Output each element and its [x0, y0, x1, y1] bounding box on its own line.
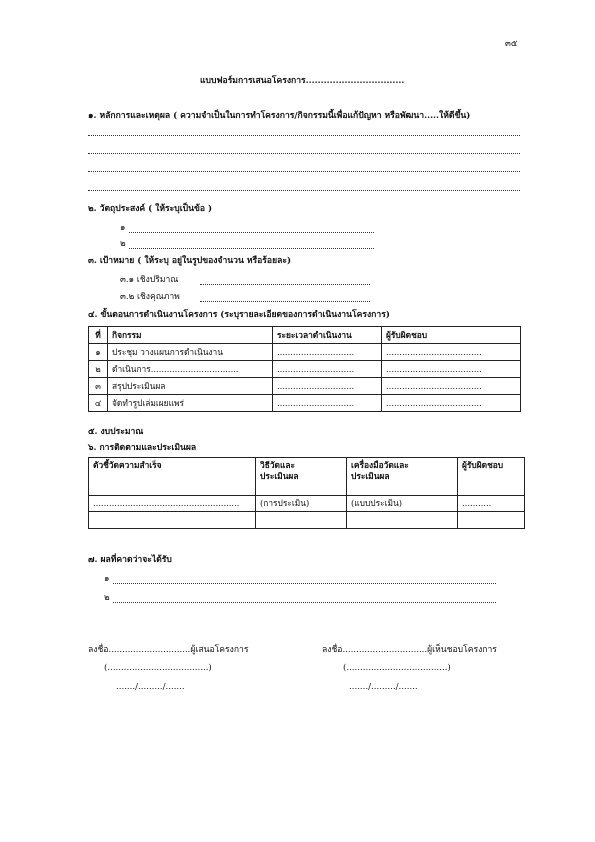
tool-cell[interactable] — [347, 512, 458, 529]
section-2-heading: ๒. วัตถุประสงค์ ( ให้ระบุเป็นข้อ ) — [88, 204, 213, 214]
table-row — [89, 378, 521, 395]
fill-line[interactable] — [88, 171, 520, 172]
table-row — [89, 361, 521, 378]
section-4-heading: ๔. ขั้นตอนการดำเนินงานโครงการ (ระบุรายละเอียดของการดำเนินงานโครงการ) — [88, 310, 390, 320]
result-field-2[interactable] — [113, 602, 496, 603]
owner-cell[interactable] — [458, 512, 525, 529]
table-header: ตัวชี้วัดความสำเร็จ — [89, 458, 256, 496]
objective-item-no: ๑ — [120, 223, 126, 233]
owner-cell[interactable]: .................................... — [382, 344, 521, 361]
approver-name[interactable]: (.....................................) — [343, 663, 451, 673]
fill-line[interactable] — [88, 153, 520, 154]
section-5-heading: ๕. งบประมาณ — [88, 427, 144, 437]
result-item-no: ๑ — [104, 574, 110, 584]
table-header: ผู้รับผิดชอบ — [382, 327, 521, 344]
section-6-heading: ๖. การติดตามและประเมินผล — [88, 443, 197, 453]
objective-item-no: ๒ — [120, 239, 126, 249]
owner-cell[interactable]: .................................... — [382, 395, 521, 412]
procedure-table — [88, 326, 521, 412]
row-number: ๑ — [89, 344, 108, 361]
activity-cell[interactable]: จัดทำรูปเล่มเผยแพร่ — [108, 395, 273, 412]
table-row — [89, 395, 521, 412]
target-quality-label: ๓.๒ เชิงคุณภาพ — [120, 292, 180, 302]
period-cell[interactable]: ............................. — [273, 361, 382, 378]
owner-cell[interactable]: .................................... — [382, 378, 521, 395]
table-header: เครื่องมือวัดและ ประเมินผล — [347, 458, 458, 496]
table-header: วิธีวัดและ ประเมินผล — [256, 458, 347, 496]
target-quality-field[interactable] — [200, 301, 370, 302]
target-quantity-field[interactable] — [200, 284, 370, 285]
result-item-no: ๒ — [104, 593, 110, 603]
objective-field-1[interactable] — [129, 232, 374, 233]
owner-cell[interactable]: ........... — [458, 496, 525, 512]
proposer-signature[interactable]: ลงชื่อ..............................ผู้เสนอโครงการ — [88, 645, 249, 655]
method-cell[interactable] — [256, 512, 347, 529]
table-header: ที่ — [89, 327, 108, 344]
period-cell[interactable]: ............................. — [273, 378, 382, 395]
table-header: ระยะเวลาดำเนินงาน — [273, 327, 382, 344]
approver-signature[interactable]: ลงชื่อ...............................ผู้เห็นชอบโครงการ — [322, 645, 497, 655]
table-row — [89, 512, 525, 529]
table-header: กิจกรรม — [108, 327, 273, 344]
section-3-heading: ๓. เป้าหมาย ( ให้ระบุ อยู่ในรูปของจำนวน หรือร้อยละ) — [88, 256, 292, 266]
objective-field-2[interactable] — [129, 248, 374, 249]
fill-line[interactable] — [88, 190, 520, 191]
tool-cell[interactable]: (แบบประเมิน) — [347, 496, 458, 512]
result-field-1[interactable] — [113, 583, 496, 584]
evaluation-table — [88, 457, 525, 529]
proposer-date[interactable]: ......./........./....... — [116, 682, 185, 692]
owner-cell[interactable]: .................................... — [382, 361, 521, 378]
period-cell[interactable]: ............................. — [273, 395, 382, 412]
target-quantity-label: ๓.๑ เชิงปริมาณ — [120, 275, 179, 285]
indicator-cell[interactable]: ....................................................... — [89, 496, 256, 512]
section-1-heading: ๑. หลักการและเหตุผล ( ความจำเป็นในการทำโครงการ/กิจกรรมนี้เพื่อแก้ปัญหา หรือพัฒนา.....ให้ดีขึ้น) — [88, 111, 471, 121]
row-number: ๓ — [89, 378, 108, 395]
table-row — [89, 496, 525, 512]
table-header-row — [89, 458, 525, 496]
period-cell[interactable]: ............................. — [273, 344, 382, 361]
row-number: ๔ — [89, 395, 108, 412]
activity-cell[interactable]: สรุปประเมินผล — [108, 378, 273, 395]
method-cell[interactable]: (การประเมิน) — [256, 496, 347, 512]
row-number: ๒ — [89, 361, 108, 378]
section-7-heading: ๗. ผลที่คาดว่าจะได้รับ — [88, 555, 172, 565]
activity-cell[interactable]: ประชุม วางแผนการดำเนินงาน — [108, 344, 273, 361]
page-number: ๓๕ — [505, 39, 518, 49]
activity-cell[interactable]: ดำเนินการ................................. — [108, 361, 273, 378]
table-header: ผู้รับผิดชอบ — [458, 458, 525, 496]
indicator-cell[interactable] — [89, 512, 256, 529]
proposer-name[interactable]: (.....................................) — [104, 663, 212, 673]
table-row — [89, 344, 521, 361]
table-header-row — [89, 327, 521, 344]
fill-line[interactable] — [88, 135, 520, 136]
form-title: แบบฟอร์มการเสนอโครงการ................................. — [200, 76, 405, 86]
approver-date[interactable]: ......./........./....... — [349, 682, 418, 692]
